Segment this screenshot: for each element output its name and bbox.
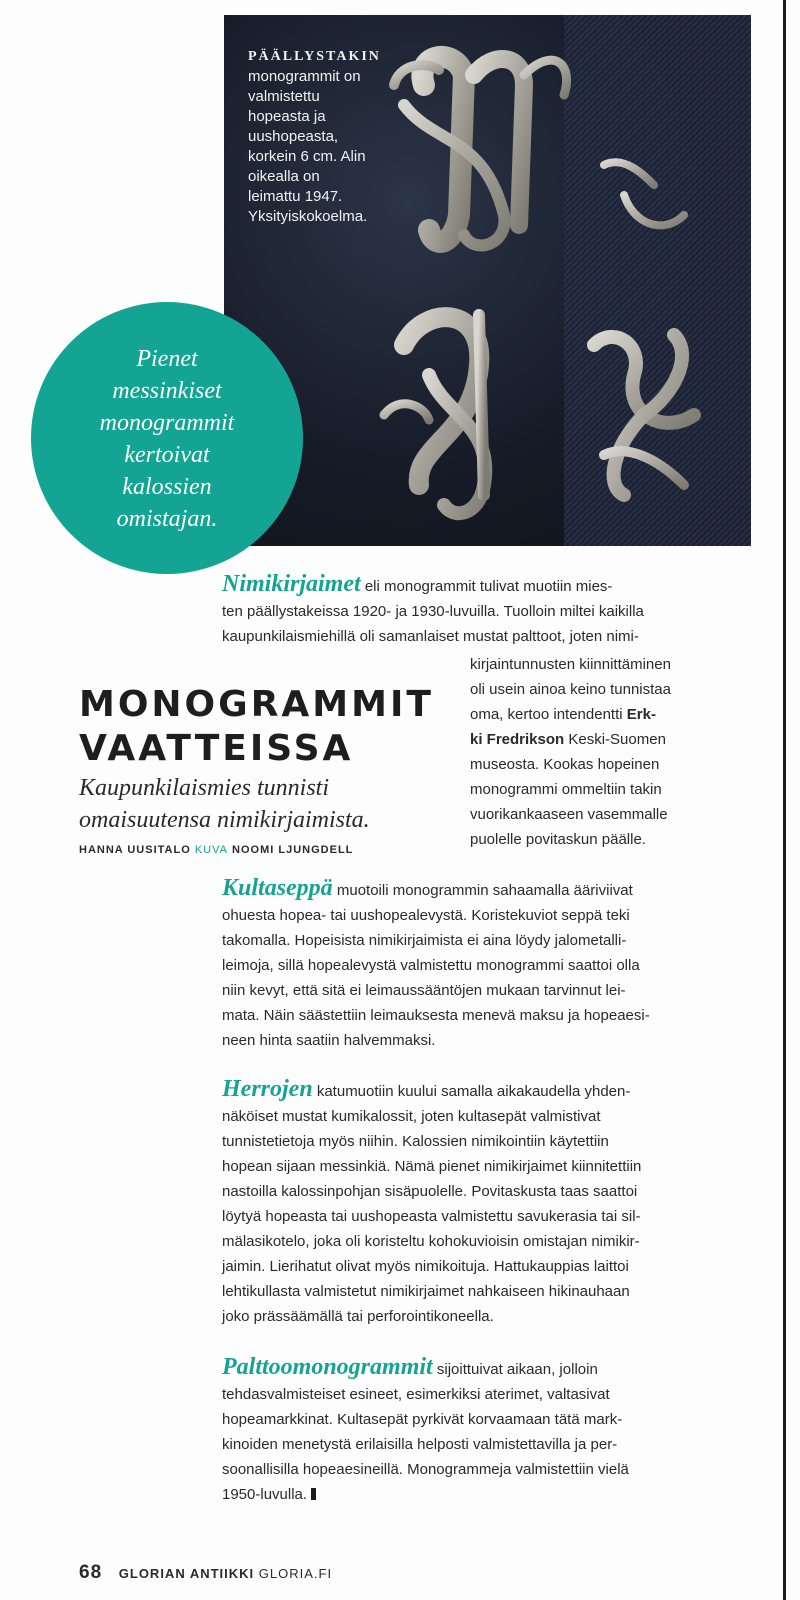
pull-quote-line: messinkiset: [112, 378, 222, 404]
photo-caption-line: monogrammit on: [248, 68, 361, 85]
pull-quote-line: kertoivat: [124, 442, 210, 468]
text-line: jaimin. Lierihatut olivat myös nimikoituja. Hattukauppias laittoi: [222, 1258, 629, 1275]
paragraph-3: [222, 1077, 742, 1329]
paragraph-1: [222, 572, 742, 649]
text-line: ten päällystakeissa 1920- ja 1930-luvuilla. Tuolloin miltei kaikilla: [222, 603, 644, 620]
paragraph-4: [222, 1355, 742, 1507]
photo-caption-line: Yksityiskokoelma.: [248, 208, 368, 225]
text-line: mata. Näin säästettiin leimauksesta menevä maksu ja hopeaesi-: [222, 1007, 650, 1024]
text-line: hopeamarkkinat. Kultasepät pyrkivät korvaamaan tätä mark-: [222, 1411, 623, 1428]
lead-word: Nimikirjaimet: [222, 571, 361, 597]
article-subtitle: [79, 772, 469, 836]
page-edge-rule: [783, 0, 786, 1600]
photo-caption-lead: PÄÄLLYSTAKIN: [248, 49, 381, 64]
author-name: HANNA UUSITALO: [79, 844, 191, 856]
line-text: 1950-luvulla.: [222, 1486, 308, 1503]
text-line: hopean sijaan messinkiä. Nämä pienet nimikirjaimet kiinnitettiin: [222, 1158, 642, 1175]
text-line: niin kevyt, että sitä ei leimaussääntöjen mukaan tarvinnut lei-: [222, 982, 626, 999]
text-line: tehdasvalmisteiset esineet, esimerkiksi aterimet, valtasivat: [222, 1386, 610, 1403]
title-line: MONOGRAMMIT: [79, 684, 434, 725]
text-line: museosta. Kookas hopeinen: [470, 756, 660, 773]
pull-quote-text: [67, 343, 267, 535]
line-text: oma, kertoo intendentti: [470, 706, 627, 723]
photographer-name: NOOMI LJUNGDELL: [232, 844, 354, 856]
lead-word: Palttoomonogrammit: [222, 1354, 433, 1380]
photo-caption-line: uushopeasta,: [248, 128, 339, 145]
website-link[interactable]: GLORIA.FI: [258, 1566, 333, 1581]
subtitle-line: Kaupunkilaismies tunnisti: [79, 775, 330, 801]
text-line: [470, 702, 770, 727]
text-line: mälasikotelo, joka oli koristeltu kohokuvioisin omistajan nimikir-: [222, 1233, 640, 1250]
line-text: muotoili monogrammin sahaamalla ääriviivat: [332, 882, 633, 899]
magazine-name: GLORIAN ANTIIKKI: [118, 1566, 255, 1581]
photo-caption-line: oikealla on: [248, 168, 320, 185]
text-line: nastoilla kalossinpohjan sisäpuolelle. Povitaskusta taas saattoi: [222, 1183, 638, 1200]
photo-caption-line: valmistettu: [248, 88, 320, 105]
subtitle-line: omaisuutensa nimikirjaimista.: [79, 807, 370, 833]
text-line: neen hinta saatiin halvemmaksi.: [222, 1032, 436, 1049]
paragraph-1-narrow: [470, 652, 770, 852]
text-line: [470, 727, 770, 752]
lead-word: Kultaseppä: [222, 875, 333, 901]
article-credits: [79, 844, 353, 856]
monogram-photo: [224, 15, 751, 546]
text-line: näköiset mustat kumikalossit, joten kultasepät valmistivat: [222, 1108, 601, 1125]
line-text: katumuotiin kuului samalla aikakaudella yhden-: [312, 1083, 631, 1100]
text-line: lehtikullasta valmistetut nimikirjaimet nahkaiseen hikinauhaan: [222, 1283, 630, 1300]
pull-quote-line: Pienet: [136, 346, 198, 372]
text-line: puolelle povitaskun päälle.: [470, 831, 646, 848]
text-line: monogrammi ommeltiin takin: [470, 781, 662, 798]
photo-credit-label: KUVA: [194, 844, 228, 856]
person-name-part: Erk-: [626, 706, 656, 723]
pull-quote-line: kalossien: [122, 474, 212, 500]
monogram-bottom-left: [384, 315, 485, 513]
paragraph-2: [222, 876, 742, 1053]
page-footer: [79, 1562, 332, 1584]
text-line: soonallisilla hopeaesineillä. Monogrammeja valmistettiin vielä: [222, 1461, 629, 1478]
text-line: löytyä hopeasta tai uushopeasta valmistettu savukerasia tai sil-: [222, 1208, 641, 1225]
paragraph-2-first-line: [222, 876, 742, 903]
monogram-top-left: [394, 57, 567, 246]
photo-caption-line: leimattu 1947.: [248, 188, 343, 205]
line-text: eli monogrammit tulivat muotiin mies-: [360, 578, 613, 595]
text-line: vuorikankaaseen vasemmalle: [470, 806, 668, 823]
text-line: joko prässäämällä tai perforointikoneella.: [222, 1308, 494, 1325]
pull-quote-line: omistajan.: [116, 506, 218, 532]
text-line: oli usein ainoa keino tunnistaa: [470, 681, 671, 698]
photo-caption-line: korkein 6 cm. Alin: [248, 148, 366, 165]
text-line: takomalla. Hopeisista nimikirjaimista ei aina löydy jalometalli-: [222, 932, 627, 949]
text-line: [222, 1482, 742, 1507]
line-text: Keski-Suomen: [564, 731, 666, 748]
text-line: leimoja, sillä hopealevystä valmistettu monogrammi saattoi olla: [222, 957, 640, 974]
lead-word: Herrojen: [222, 1076, 313, 1102]
pull-quote-circle: [31, 302, 303, 574]
paragraph-3-first-line: [222, 1077, 742, 1104]
paragraph-1-first-line: [222, 572, 742, 599]
photo-caption-line: hopeasta ja: [248, 108, 326, 125]
title-line: VAATTEISSA: [79, 728, 354, 769]
paragraph-4-first-line: [222, 1355, 742, 1382]
pull-quote-line: monogrammit: [99, 410, 235, 436]
photo-caption: [248, 46, 408, 227]
article-title: [79, 683, 479, 771]
text-line: ohuesta hopea- tai uushopealevystä. Koristekuviot seppä teki: [222, 907, 630, 924]
line-text: sijoittuivat aikaan, jolloin: [432, 1361, 598, 1378]
text-line: kirjaintunnusten kiinnittäminen: [470, 656, 671, 673]
person-name-part: ki Fredrikson: [470, 731, 565, 748]
text-line: kaupunkilaismiehillä oli samanlaiset mustat palttoot, joten nimi-: [222, 628, 639, 645]
page-number: 68: [79, 1562, 103, 1583]
text-line: tunnistetietoja myös niihin. Kalossien nimikointiin käytettiin: [222, 1133, 609, 1150]
text-line: kinoiden menetystä erilaisilla helposti valmistettavilla ja per-: [222, 1436, 618, 1453]
end-mark-icon: [311, 1488, 316, 1500]
